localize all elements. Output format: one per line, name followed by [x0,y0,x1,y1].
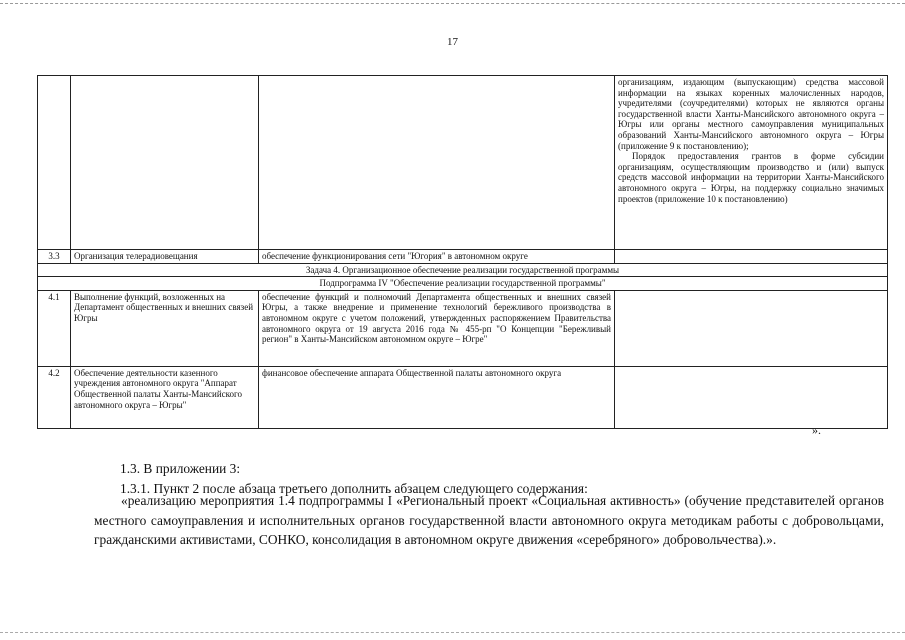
amendment-quote-paragraph: «реализацию мероприятия 1.4 подпрограммы I «Региональный проект «Социальная активность» (обучение представителей органов местного самоуправления и исполнительных органов государственной власти автономного округа методикам работы с добровольцами, гражданскими активистами, СОНКО, консолидация в автономном округе движения «серебряного» добровольчества).». [94,493,884,547]
legal-basis-cell [615,290,888,366]
activity-description: финансовое обеспечение аппарата Общественной палаты автономного округа [259,366,615,428]
legal-basis-paragraph: Порядок предоставления грантов в форме субсидии организациям, осуществляющим производство и (или) выпуск средств массовой информации на территории Ханты-Мансийского автономного округа – Югры, на поддержку социально значимых проектов (приложение 10 к постановлению) [618,151,884,204]
table-row [38,263,888,277]
legal-basis-paragraph: организациям, издающим (выпускающим) средства массовой информации на языках коренных малочисленных народов, учредителями (соучредителями) которых не являются органы государственной власти Ханты-Мансийского автономного округа – Югры или органы местного самоуправления муниципальных образований Ханты-Мансийского автономного округа – Югры (приложение 9 к постановлению); [618,77,884,151]
table-row [38,366,888,428]
activity-name: Обеспечение деятельности казенного учреждения автономного округа "Аппарат Общественной палаты Ханты-Мансийского автономного округа – Югры" [71,366,259,428]
desc-cell [259,76,615,250]
row-number: 4.1 [38,290,71,366]
amendment-paragraph: 1.3. В приложении 3: [120,461,241,476]
row-number: 3.3 [38,250,71,264]
num-cell [38,76,71,250]
table-row [38,277,888,291]
table-row [38,250,888,264]
activity-name: Организация телерадиовещания [71,250,259,264]
scan-top-edge [0,0,905,4]
program-table [37,75,888,429]
page-number: 17 [447,36,458,48]
legal-basis-cell [615,250,888,264]
table-row [38,290,888,366]
amendment-paragraph: 1.3.1. Пункт 2 после абзаца третьего дополнить абзацем следующего содержания: [120,481,588,496]
scan-bottom-edge [0,632,905,635]
legal-basis-cell [615,76,888,250]
task-heading: Задача 4. Организационное обеспечение реализации государственной программы [38,263,888,277]
activity-description: обеспечение функций и полномочий Департамента общественных и внешних связей Югры, а также внедрение и применение технологий бережливого производства в автономном округе с учетом положений, утвержденных распоряжением Правительства автономного округа от 19 августа 2016 года № 455-рп "О Концепции "Бережливый регион" в Ханты-Мансийском автономном округе – Югре" [259,290,615,366]
legal-basis-cell [615,366,888,428]
table-row [38,76,888,250]
name-cell [71,76,259,250]
row-number: 4.2 [38,366,71,428]
closing-quote: ». [812,423,821,437]
activity-description: обеспечение функционирования сети "Югория" в автономном округе [259,250,615,264]
activity-name: Выполнение функций, возложенных на Департамент общественных и внешних связей Югры [71,290,259,366]
subprogram-heading: Подпрограмма IV "Обеспечение реализации государственной программы" [38,277,888,291]
